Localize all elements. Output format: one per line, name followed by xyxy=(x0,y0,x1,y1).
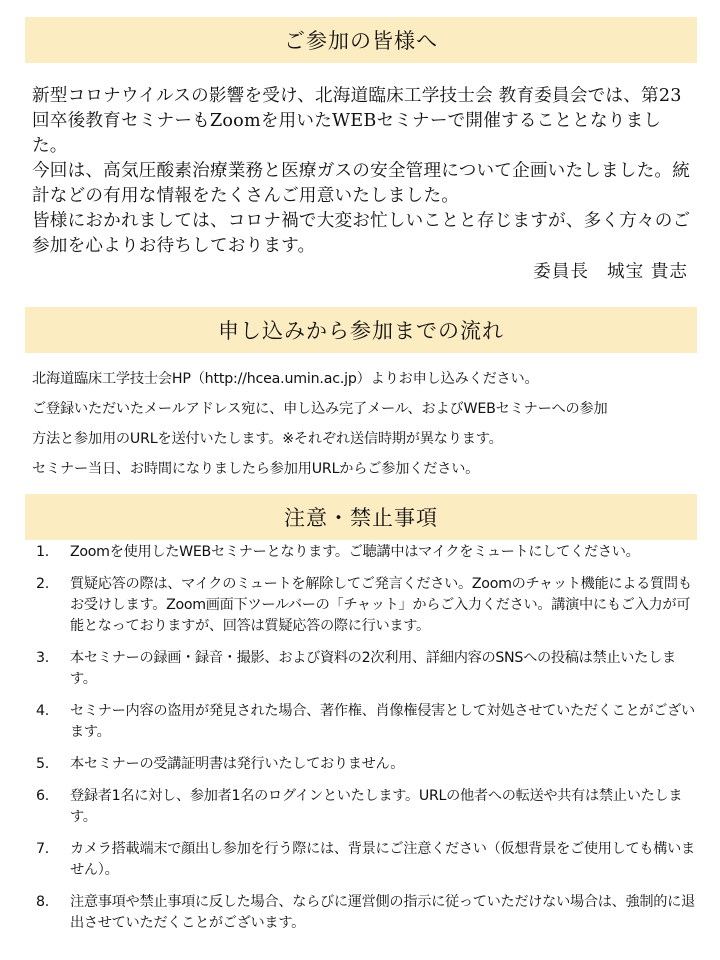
rule-item xyxy=(28,701,698,743)
rule-text: 本セミナーの受講証明書は発行いたしておりません。 xyxy=(70,756,405,772)
rule-item xyxy=(28,839,698,881)
rule-item xyxy=(28,574,698,637)
rule-text: 質疑応答の際は、マイクのミュートを解除してご発言ください。Zoomのチャット機能による質問もお受けします。Zoom画面下ツールバーの「チャット」からご入力ください。講演中にもご入力が可能となっておりますが、回答は質疑応答の際に行います。 xyxy=(70,576,692,634)
rule-item xyxy=(28,786,698,828)
rule-text: カメラ搭載端末で顔出し参加を行う際には、背景にご注意ください（仮想背景をご使用しても構いません）。 xyxy=(70,841,695,878)
rule-text: 本セミナーの録画・録音・撮影、および資料の2次利用、詳細内容のSNSへの投稿は禁止いたします。 xyxy=(70,650,676,687)
rule-number: 4. xyxy=(36,703,49,719)
rule-text: 登録者1名に対し、参加者1名のログインといたします。URLの他者への転送や共有は禁止いたします。 xyxy=(70,788,683,825)
rules-heading: 注意・禁止事項 xyxy=(25,494,697,540)
signature-role: 委員長 xyxy=(533,262,590,282)
rule-number: 1. xyxy=(36,544,49,560)
flow-line: 北海道臨床工学技士会HP（http://hcea.umin.ac.jp）よりお申し込みください。 xyxy=(32,371,539,387)
flow-heading: 申し込みから参加までの流れ xyxy=(25,307,697,353)
rule-text: セミナー内容の盗用が発見された場合、著作権、肖像権侵害として対処させていただくことがございます。 xyxy=(70,703,695,740)
greeting-body xyxy=(32,84,692,285)
flow-line: 方法と参加用のURLを送付いたします。※それぞれ送信時期が異なります。 xyxy=(32,431,503,447)
flow-line: セミナー当日、お時間になりましたら参加用URLからご参加ください。 xyxy=(32,461,480,477)
greeting-paragraph: 今回は、高気圧酸素治療業務と医療ガスの安全管理について企画いたしました。統計などの有用な情報をたくさんご用意いたしました。 xyxy=(32,161,691,206)
flow-body xyxy=(32,364,697,484)
rules-list xyxy=(28,542,698,945)
signature xyxy=(32,260,688,285)
greeting-paragraph: 新型コロナウイルスの影響を受け、北海道臨床工学技士会 教育委員会では、第23回卒後教育セミナーもZoomを用いたWEBセミナーで開催することとなりました。 xyxy=(32,86,682,156)
rule-text: Zoomを使用したWEBセミナーとなります。ご聴講中はマイクをミュートにしてください。 xyxy=(70,544,640,560)
rule-item xyxy=(28,648,698,690)
rule-number: 7. xyxy=(36,841,49,857)
rule-number: 3. xyxy=(36,650,49,666)
flow-line: ご登録いただいたメールアドレス宛に、申し込み完了メール、およびWEBセミナーへの参加 xyxy=(32,401,608,417)
rule-number: 5. xyxy=(36,756,49,772)
rule-item xyxy=(28,542,698,563)
rule-number: 8. xyxy=(36,894,49,910)
rule-number: 2. xyxy=(36,576,49,592)
greeting-heading: ご参加の皆様へ xyxy=(25,17,697,63)
rule-item xyxy=(28,892,698,934)
rule-text: 注意事項や禁止事項に反した場合、ならびに運営側の指示に従っていただけない場合は、強制的に退出させていただくことがございます。 xyxy=(70,894,695,931)
rule-number: 6. xyxy=(36,788,49,804)
rule-item xyxy=(28,754,698,775)
greeting-paragraph: 皆様におかれましては、コロナ禍で大変お忙しいことと存じますが、多く方々のご参加を心よりお待ちしております。 xyxy=(32,211,691,256)
signature-name: 城宝 貴志 xyxy=(607,262,688,282)
